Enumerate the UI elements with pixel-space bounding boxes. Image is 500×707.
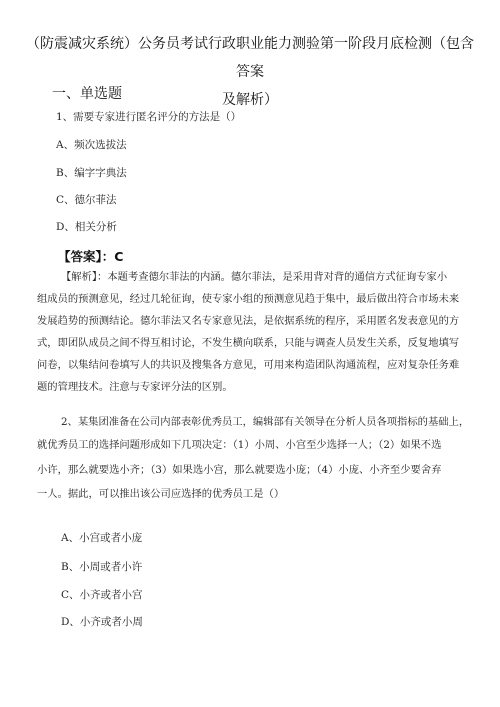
question-2-option-a: A、小宫或者小庞 bbox=[61, 532, 143, 544]
question-1-option-a: A、频次选拔法 bbox=[56, 139, 127, 151]
explanation-line-2: 组成员的预测意见，经过几轮征询，使专家小组的预测意见趋于集中，最后做出符合市场未来 bbox=[37, 293, 460, 305]
title-line-1: （防震减灾系统）公务员考试行政职业能力测验第一阶段月底检测（包含答案 bbox=[26, 36, 474, 80]
question-1-option-d: D、相关分析 bbox=[56, 221, 117, 233]
question-1-option-c: C、德尔菲法 bbox=[56, 194, 117, 206]
explanation-line-6: 题的管理技术。注意与专家评分法的区别。 bbox=[37, 381, 233, 393]
question-2-line-4: 一人。据此，可以推出该公司应选择的优秀员工是（） bbox=[37, 488, 285, 500]
explanation-line-5: 问卷，以集结问卷填写人的共识及搜集各方意见，可用来构造团队沟通流程，应对复杂任务难 bbox=[37, 359, 460, 371]
title-line-2: 及解析） bbox=[222, 92, 278, 108]
question-1-option-b: B、编字字典法 bbox=[56, 167, 127, 179]
question-2-line-3: 小许，那么就要选小齐；（3）如果选小宫，那么就要选小庞；（4）小庞、小齐至少要舍弃 bbox=[37, 464, 442, 476]
explanation-line-1: 【解析】：本题考查德尔菲法的内涵。德尔菲法，是采用背对背的通信方式征询专家小 bbox=[61, 271, 448, 283]
section-heading: 一、单选题 bbox=[52, 86, 122, 102]
explanation-line-4: 式，即团队成员之间不得互相讨论，不发生横向联系，只能与调查人员发生关系，反复地填写 bbox=[37, 337, 460, 349]
question-1-stem: 1、需要专家进行匿名评分的方法是（） bbox=[56, 111, 242, 123]
answer-label: 【答案】：C bbox=[58, 249, 124, 264]
question-2-option-b: B、小周或者小许 bbox=[61, 561, 143, 573]
explanation-line-3: 发展趋势的预测结论。德尔菲法又名专家意见法，是依据系统的程序，采用匿名发表意见的方 bbox=[37, 315, 460, 327]
question-2-line-2: 就优秀员工的选择问题形成如下几项决定：（1）小周、小宫至少选择一人；（2）如果不选 bbox=[37, 439, 442, 451]
question-2-option-c: C、小齐或者小宫 bbox=[61, 589, 143, 601]
question-2-option-d: D、小齐或者小周 bbox=[61, 616, 143, 628]
question-2-line-1: 2、某集团准备在公司内部表彰优秀员工，编辑部有关领导在分析人员各项指标的基础上， bbox=[61, 416, 470, 428]
